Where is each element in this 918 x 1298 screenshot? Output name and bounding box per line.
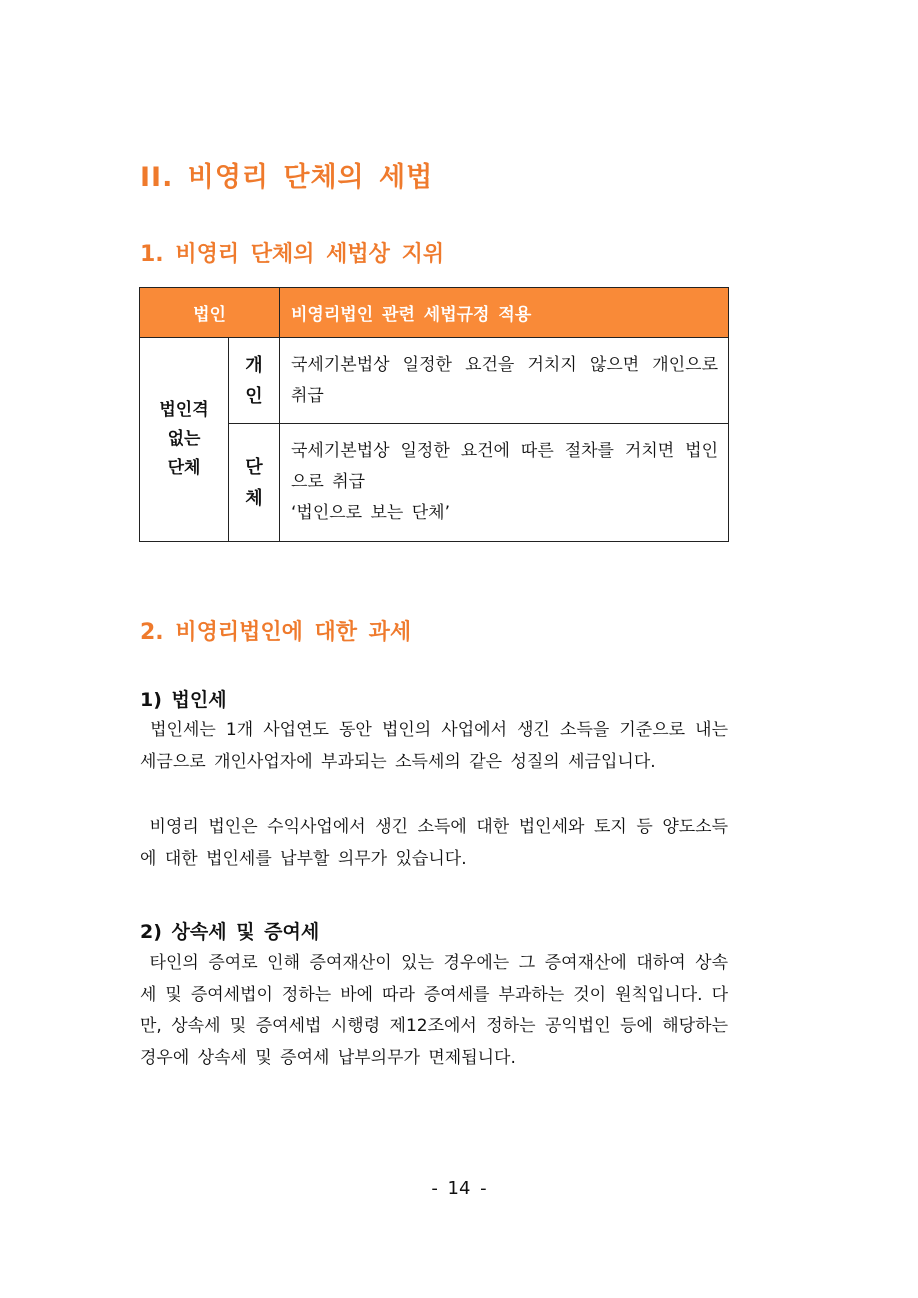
paragraph-corporate-tax-2: 비영리 법인은 수익사업에서 생긴 소득에 대한 법인세와 토지 등 양도소득에 대한 법인세를 납부할 의무가 있습니다.	[140, 817, 729, 869]
table-header-row	[140, 288, 729, 338]
type-label: 개 인	[245, 354, 263, 407]
desc-cell-group: 국세기본법상 일정한 요건에 따른 절차를 거치면 법인으로 취급 ‘법인으로 보는 단체’	[280, 424, 729, 542]
table-row	[140, 338, 729, 424]
desc-cell-individual: 국세기본법상 일정한 요건을 거치지 않으면 개인으로 취급	[280, 338, 729, 424]
page-number: - 14 -	[431, 1178, 487, 1199]
paragraph-corporate-tax-1: 법인세는 1개 사업연도 동안 법인의 사업에서 생긴 소득을 기준으로 내는 세금으로 개인사업자에 부과되는 소득세의 같은 성질의 세금입니다.	[140, 720, 737, 772]
group-label: 법인격 없는 단체	[159, 400, 209, 478]
paragraph-gift-tax: 타인의 증여로 인해 증여재산이 있는 경우에는 그 증여재산에 대하여 상속세 및 증여세법이 정하는 바에 따라 증여세를 부과하는 것이 원칙입니다. 다만, 상속세 및 증여세법 시행령 제12조에서 정하는 공익법인 등에 해당하는 경우에 상속세 및 증여세 납부의무가 면제됩니다.	[140, 953, 737, 1068]
heading-corporate-tax: 1) 법인세	[140, 689, 227, 711]
section-title: II. 비영리 단체의 세법	[140, 162, 434, 193]
subsection-title-status: 1. 비영리 단체의 세법상 지위	[140, 242, 445, 267]
heading-gift-tax: 2) 상속세 및 증여세	[140, 921, 320, 943]
table-row	[140, 424, 729, 542]
subsection-title-taxation: 2. 비영리법인에 대한 과세	[140, 620, 412, 645]
group-label-cell	[140, 338, 229, 542]
table-header-entity: 법인	[140, 288, 280, 338]
type-cell-group	[229, 424, 280, 542]
tax-status-table	[139, 287, 729, 542]
table-header-rule: 비영리법인 관련 세법규정 적용	[280, 288, 729, 338]
type-label: 단 체	[245, 456, 263, 509]
type-cell-individual	[229, 338, 280, 424]
